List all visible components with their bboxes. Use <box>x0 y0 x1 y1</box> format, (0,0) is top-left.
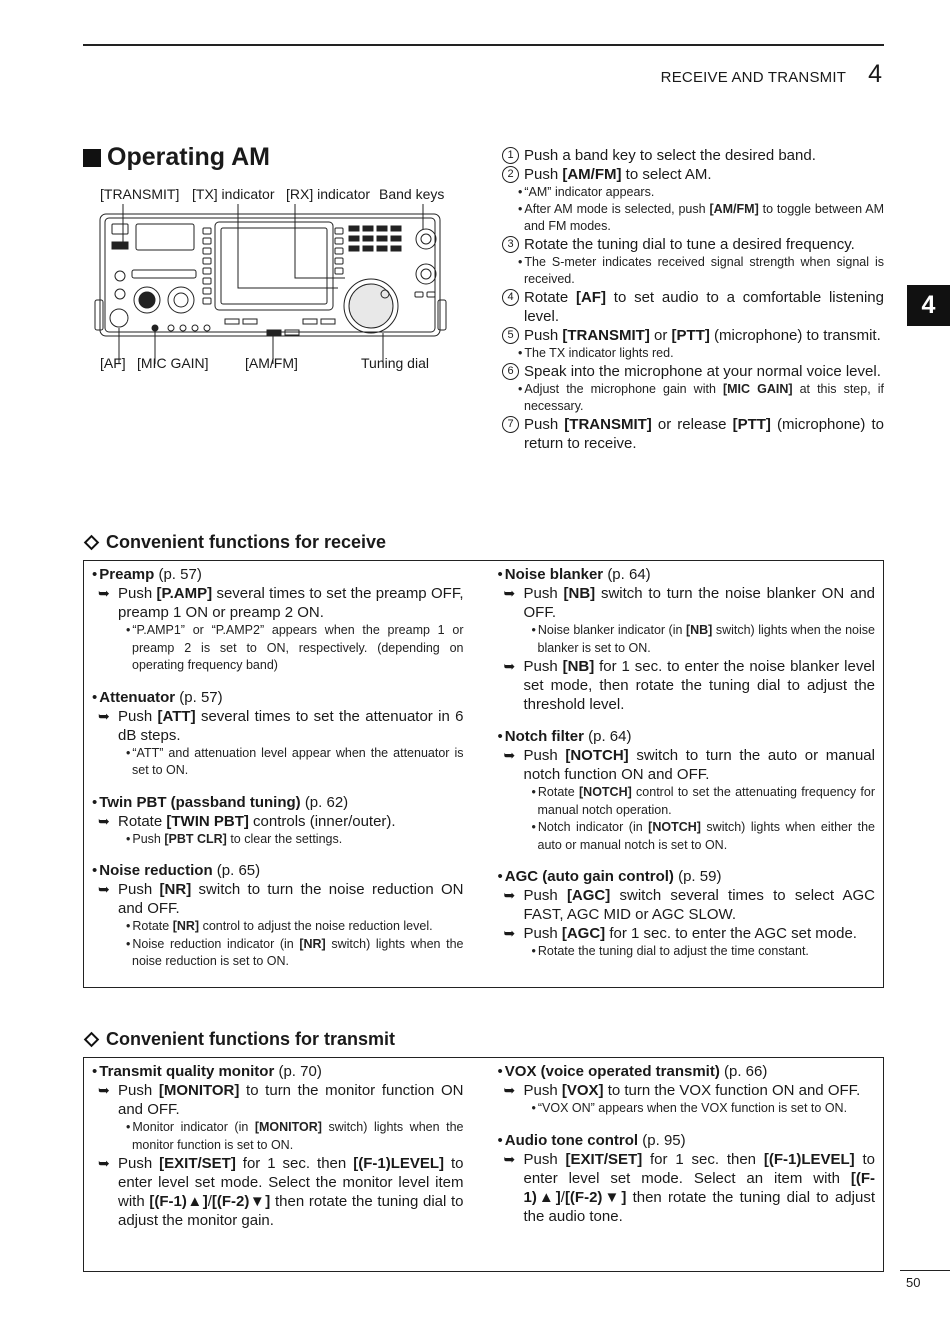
label-rx-indicator: [RX] indicator <box>286 186 371 202</box>
function-heading <box>92 1062 464 1081</box>
arrow-icon: ➥ <box>503 658 516 674</box>
function-item <box>92 688 464 780</box>
transmit-box <box>83 1057 884 1272</box>
transmit-heading-text: Convenient functions for transmit <box>106 1029 396 1049</box>
function-note: • “ATT” and attenuation level appear when the attenuator is set to ON. <box>92 745 464 780</box>
arrow-icon: ➥ <box>98 1155 110 1171</box>
function-name: Preamp <box>99 566 155 583</box>
function-action-text: Push [ATT] several times to set the attenuator in 6 dB steps. <box>118 707 464 744</box>
function-name: Twin PBT (passband tuning) <box>99 793 301 811</box>
function-item <box>498 867 876 961</box>
chapter-title: RECEIVE AND TRANSMIT <box>660 69 847 86</box>
function-action-text: Push [NB] for 1 sec. to enter the noise blanker level set mode, then rotate the tuning dial to adjust the threshold level. <box>523 658 875 713</box>
step-number: 4 <box>502 289 519 306</box>
step-item <box>502 415 884 453</box>
step-item <box>502 146 884 165</box>
diamond-icon <box>84 535 100 551</box>
function-action <box>92 584 464 622</box>
chapter-number: 4 <box>868 60 882 88</box>
transmit-heading <box>83 1029 395 1050</box>
function-name: VOX (voice operated transmit) <box>504 1063 720 1080</box>
step-item <box>502 288 884 326</box>
step-number: 3 <box>502 236 519 253</box>
function-item <box>498 1131 876 1226</box>
function-item <box>498 727 876 854</box>
function-page-ref: (p. 65) <box>216 862 261 879</box>
arrow-icon: ➥ <box>503 1082 516 1098</box>
step-note: • Adjust the microphone gain with [MIC GAIN] at this step, if necessary. <box>502 381 884 415</box>
step-text: Speak into the microphone at your normal voice level. <box>524 363 881 380</box>
receive-left-column <box>84 561 484 987</box>
label-tuning-dial: Tuning dial <box>361 355 429 371</box>
function-page-ref: (p. 62) <box>304 793 349 811</box>
function-name: Notch filter <box>504 728 584 745</box>
function-heading <box>498 727 876 746</box>
section-title <box>83 143 270 172</box>
function-note: • Notch indicator (in [NOTCH] switch) lights when either the auto or manual notch is set to ON. <box>498 819 876 854</box>
top-rule <box>83 44 884 46</box>
function-action-text: Push [NR] switch to turn the noise reduction ON and OFF. <box>118 881 464 917</box>
step-text: Rotate [AF] to set audio to a comfortable listening level. <box>524 289 884 325</box>
radio-diagram <box>83 182 463 377</box>
function-action <box>498 924 876 943</box>
function-action <box>498 746 876 784</box>
step-number: 5 <box>502 327 519 344</box>
function-name: Noise blanker <box>504 566 604 583</box>
step-number: 7 <box>502 416 519 433</box>
function-page-ref: (p. 66) <box>724 1063 768 1080</box>
radio-panel-drawing <box>83 182 463 377</box>
function-action <box>498 886 876 924</box>
function-item <box>92 1062 464 1230</box>
step-item <box>502 362 884 381</box>
function-page-ref: (p. 70) <box>278 1063 322 1080</box>
arrow-icon: ➥ <box>98 707 110 724</box>
function-action-text: Push [VOX] to turn the VOX function ON and OFF. <box>523 1082 861 1099</box>
diamond-icon <box>84 1032 100 1048</box>
function-page-ref: (p. 64) <box>588 728 632 745</box>
step-note: • After AM mode is selected, push [AM/FM] to toggle between AM and FM modes. <box>502 201 884 235</box>
label-tx-indicator: [TX] indicator <box>192 186 275 202</box>
step-number: 6 <box>502 363 519 380</box>
arrow-icon: ➥ <box>503 887 516 903</box>
arrow-icon: ➥ <box>98 881 110 897</box>
function-action <box>92 1154 464 1230</box>
function-item <box>92 793 464 849</box>
function-item <box>92 861 464 971</box>
function-action-text: Push [AGC] switch several times to select AGC FAST, AGC MID or AGC SLOW. <box>523 887 875 923</box>
label-am-fm: [AM/FM] <box>245 355 298 371</box>
function-action <box>92 812 464 831</box>
chapter-tab: 4 <box>907 285 950 326</box>
function-note: • “VOX ON” appears when the VOX function is set to ON. <box>498 1100 876 1118</box>
function-action-text: Push [EXIT/SET] for 1 sec. then [(F-1)LEVEL] to enter level set mode. Select an item with [(F-1)▲]/[(F-2)▼] then rotate the tuning dial to adjust the audio tone. <box>523 1150 876 1225</box>
function-action <box>92 880 464 918</box>
label-transmit: [TRANSMIT] <box>100 186 180 202</box>
function-action-text: Push [NOTCH] switch to turn the auto or manual notch function ON and OFF. <box>523 747 875 783</box>
function-name: Audio tone control <box>504 1131 639 1149</box>
step-item <box>502 235 884 254</box>
function-action <box>498 584 876 622</box>
function-heading <box>92 861 464 880</box>
arrow-icon: ➥ <box>503 925 516 941</box>
page-number-rule <box>900 1270 950 1271</box>
function-note: • Push [PBT CLR] to clear the settings. <box>92 831 464 849</box>
function-note: • Noise reduction indicator (in [NR] switch) lights when the noise reduction is set to ON. <box>92 936 464 971</box>
function-heading <box>92 688 464 707</box>
function-item <box>498 565 876 714</box>
step-text: Push [AM/FM] to select AM. <box>524 166 712 183</box>
function-note: • Rotate the tuning dial to adjust the time constant. <box>498 943 876 961</box>
step-note: • The TX indicator lights red. <box>502 345 884 362</box>
arrow-icon: ➥ <box>503 747 516 763</box>
function-heading <box>498 565 876 584</box>
step-text: Push a band key to select the desired band. <box>524 147 816 164</box>
function-heading <box>498 1131 876 1150</box>
arrow-icon: ➥ <box>98 585 110 601</box>
function-name: Noise reduction <box>99 862 213 879</box>
function-item <box>498 1062 876 1118</box>
receive-heading <box>83 532 386 553</box>
step-note: • “AM” indicator appears. <box>502 184 884 201</box>
function-item <box>92 565 464 675</box>
function-action <box>498 1081 876 1100</box>
function-note: • Rotate [NR] control to adjust the noise reduction level. <box>92 918 464 936</box>
function-action-text: Push [EXIT/SET] for 1 sec. then [(F-1)LEVEL] to enter level set mode. Select the monitor level item with [(F-1)▲]/[(F-2)▼] then rotate the tuning dial to adjust the monitor gain. <box>118 1155 464 1229</box>
function-heading <box>498 867 876 886</box>
receive-right-column <box>484 561 884 987</box>
arrow-icon: ➥ <box>98 812 110 829</box>
step-item <box>502 165 884 184</box>
function-action <box>92 707 464 745</box>
function-note: • Noise blanker indicator (in [NB] switch) lights when the noise blanker is set to ON. <box>498 622 876 657</box>
function-action-text: Rotate [TWIN PBT] controls (inner/outer). <box>118 812 396 830</box>
step-number: 2 <box>502 166 519 183</box>
procedure-steps <box>502 146 884 453</box>
function-name: Transmit quality monitor <box>99 1063 275 1080</box>
function-action <box>498 1150 876 1226</box>
function-note: • Monitor indicator (in [MONITOR] switch) lights when the monitor function is set to ON. <box>92 1119 464 1154</box>
step-note: • The S-meter indicates received signal strength when signal is received. <box>502 254 884 288</box>
arrow-icon: ➥ <box>98 1082 110 1098</box>
square-bullet-icon <box>83 149 101 167</box>
section-title-text: Operating AM <box>107 143 270 171</box>
label-af: [AF] <box>100 355 126 371</box>
function-action-text: Push [NB] switch to turn the noise blanker ON and OFF. <box>523 585 876 621</box>
transmit-left-column <box>84 1058 484 1271</box>
function-page-ref: (p. 64) <box>607 566 651 583</box>
function-name: Attenuator <box>99 688 176 706</box>
function-action <box>498 657 876 714</box>
function-note: • Rotate [NOTCH] control to set the attenuating frequency for manual notch operation. <box>498 784 876 819</box>
label-mic-gain: [MIC GAIN] <box>137 355 209 371</box>
step-text: Push [TRANSMIT] or [PTT] (microphone) to transmit. <box>524 327 881 344</box>
chapter-header <box>661 60 882 89</box>
function-action-text: Push [P.AMP] several times to set the preamp OFF, preamp 1 ON or preamp 2 ON. <box>118 585 464 621</box>
transmit-right-column <box>484 1058 884 1271</box>
function-action <box>92 1081 464 1119</box>
step-item <box>502 326 884 345</box>
function-action-text: Push [AGC] for 1 sec. to enter the AGC set mode. <box>523 925 857 942</box>
step-text: Push [TRANSMIT] or release [PTT] (microphone) to return to receive. <box>524 416 885 452</box>
function-heading <box>92 793 464 812</box>
function-page-ref: (p. 57) <box>158 566 202 583</box>
arrow-icon: ➥ <box>503 1150 516 1167</box>
function-page-ref: (p. 59) <box>678 868 722 885</box>
step-text: Rotate the tuning dial to tune a desired frequency. <box>524 236 855 253</box>
label-band-keys: Band keys <box>379 186 445 202</box>
function-page-ref: (p. 95) <box>642 1131 686 1149</box>
function-heading <box>92 565 464 584</box>
page-number: 50 <box>906 1275 921 1290</box>
receive-box <box>83 560 884 988</box>
function-name: AGC (auto gain control) <box>504 868 674 885</box>
function-note: • “P.AMP1” or “P.AMP2” appears when the preamp 1 or preamp 2 is set to ON, respectively. (depending on operating frequency band) <box>92 622 464 675</box>
function-action-text: Push [MONITOR] to turn the monitor function ON and OFF. <box>118 1082 464 1118</box>
arrow-icon: ➥ <box>503 585 516 601</box>
step-number: 1 <box>502 147 519 164</box>
function-heading <box>498 1062 876 1081</box>
function-page-ref: (p. 57) <box>179 688 223 706</box>
receive-heading-text: Convenient functions for receive <box>106 532 387 552</box>
